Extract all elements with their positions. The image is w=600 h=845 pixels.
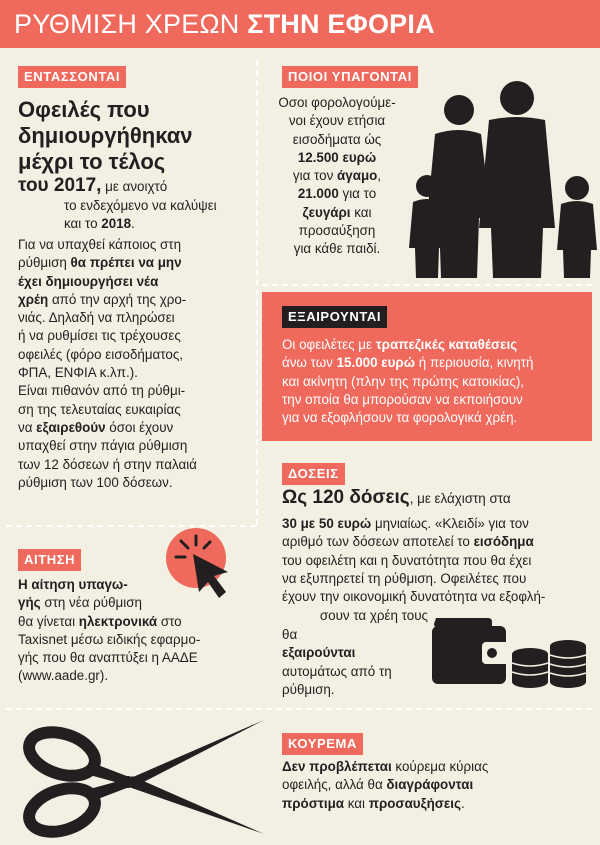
- divider-bottom: [6, 708, 592, 710]
- exairountai-text-5: για να εξοφλήσουν τα φορολογικά χρέη.: [282, 410, 518, 426]
- entassontai-headline-4: του 2017,: [18, 175, 102, 196]
- entassontai-text-16: των 12 δόσεων ή στην παλαιά: [18, 456, 197, 472]
- section-label-koureuma: ΚΟΥΡΕΜΑ: [282, 733, 363, 755]
- poioi-text-7: ζευγάρι και: [302, 204, 372, 220]
- title-bold: ΣΤΗΝ ΕΦΟΡΙΑ: [247, 9, 435, 39]
- doseis-headline: Ως 120 δόσεις: [282, 487, 410, 508]
- entassontai-text-7: χρέη από την αρχή της χρο-: [18, 291, 187, 307]
- entassontai-text-17: ρύθμιση των 100 δόσεων.: [18, 474, 173, 490]
- entassontai-line-4: [18, 177, 167, 196]
- aitisi-text-5: γής που θα αναπτύξει η ΑΑΔΕ: [18, 650, 198, 666]
- entassontai-text-1: με ανοιχτό: [101, 179, 168, 194]
- doseis-text-4: του οφειλέτη και η δυνατότητα που θα έχει: [282, 552, 532, 568]
- doseis-text-1: , με ελάχιστη στα: [409, 491, 511, 506]
- aitisi-text-6: (www.aade.gr).: [18, 668, 109, 684]
- doseis-body-2: [282, 607, 428, 625]
- poioi-text-3: εισοδήματα ώς: [292, 131, 382, 147]
- section-label-poioi: ΠΟΙΟΙ ΥΠΑΓΟΝΤΑΙ: [282, 66, 418, 88]
- entassontai-text-2: το ενδεχόμενο να καλύψει: [64, 198, 217, 213]
- poioi-text-1: Οσοι φορολογούμε-: [278, 95, 396, 110]
- aitisi-text-4: Taxisnet μέσω ειδικής εφαρμο-: [18, 631, 201, 647]
- doseis-text-5: να εξυπηρετεί τη ρύθμιση. Οφειλέτες που: [282, 570, 527, 586]
- title-light: ΡΥΘΜΙΣΗ ΧΡΕΩΝ: [14, 9, 248, 39]
- wallet-icon: [430, 614, 510, 686]
- doseis-text-2: 30 με 50 ευρώ μηνιαίως. «Κλειδί» για τον: [282, 516, 529, 531]
- entassontai-headline-2: δημιουργήθηκαν: [18, 123, 193, 148]
- entassontai-text-15: υπαχθεί στην πάγια ρύθμιση: [18, 438, 188, 454]
- poioi-text-4: 12.500 ευρώ: [297, 149, 377, 165]
- doseis-text-8: θα: [282, 627, 298, 642]
- exairountai-text-2: άνω των 15.000 ευρώ ή περιουσία, κινητή: [282, 355, 534, 371]
- entassontai-text-11: ΦΠΑ, ΕΝΦΙΑ κ.λπ.).: [18, 365, 138, 381]
- exairountai-body: [282, 336, 533, 427]
- divider-right-top: [262, 284, 592, 286]
- entassontai-text-5: ρύθμιση θα πρέπει να μην: [18, 255, 182, 271]
- doseis-text-6: έχουν την οικονομική δυνατότητα να εξοφλή-: [282, 589, 546, 605]
- coins-icon: [510, 634, 594, 688]
- entassontai-body-2: [18, 236, 197, 492]
- entassontai-text-8: νιάς. Δηλαδή να πληρώσει: [18, 310, 175, 326]
- poioi-text-6: 21.000 για το: [297, 186, 377, 202]
- doseis-body-3: [282, 626, 392, 699]
- entassontai-text-13: ση της τελευταίας ευκαιρίας: [18, 401, 181, 417]
- doseis-line-1: [282, 489, 511, 508]
- koureuma-text-3: πρόστιμα και προσαυξήσεις.: [282, 795, 465, 811]
- scissors-icon: [14, 716, 264, 840]
- koureuma-body: [282, 758, 488, 813]
- exairountai-text-1: Οι οφειλέτες με τραπεζικές καταθέσεις: [282, 337, 518, 352]
- section-label-exairountai: ΕΞΑΙΡΟΥΝΤΑΙ: [282, 306, 387, 328]
- koureuma-text-2: οφειλής, αλλά θα διαγράφονται: [282, 777, 474, 793]
- section-label-aitisi: ΑΙΤΗΣΗ: [18, 549, 81, 571]
- entassontai-text-4: Για να υπαχθεί κάποιος στη: [18, 237, 182, 252]
- entassontai-body: [64, 197, 217, 234]
- poioi-text-5: για τον άγαμο,: [292, 168, 382, 184]
- koureuma-text-1: Δεν προβλέπεται κούρεμα κύριας: [282, 759, 489, 774]
- doseis-text-9: εξαιρούνται: [282, 645, 356, 661]
- poioi-text-2: νοι έχουν ετήσια: [288, 113, 386, 129]
- divider-left: [6, 525, 256, 527]
- poioi-body: [262, 94, 412, 259]
- aitisi-text-2: γής στη νέα ρύθμιση: [18, 595, 142, 611]
- exairountai-text-4: την οποία θα μπορούσαν να εκποιήσουν: [282, 391, 523, 407]
- doseis-body: [282, 515, 545, 606]
- entassontai-text-3: και το 2018.: [64, 216, 135, 232]
- entassontai-text-14: να εξαιρεθούν όσοι έχουν: [18, 419, 174, 435]
- section-label-entassontai: ΕΝΤΑΣΣΟΝΤΑΙ: [18, 66, 126, 88]
- entassontai-text-6: έχει δημιουργήσει νέα: [18, 273, 159, 289]
- aitisi-text-1: Η αίτηση υπαγω-: [18, 577, 128, 592]
- poioi-text-9: για κάθε παιδί.: [293, 241, 381, 257]
- cursor-click-icon: [166, 528, 244, 606]
- exairountai-text-3: και ακίνητη (πλην της πρώτης κατοικίας),: [282, 373, 525, 389]
- entassontai-headline-3: μέχρι το τέλος: [18, 149, 166, 174]
- poioi-text-8: προσαύξηση: [298, 223, 376, 239]
- doseis-text-10: αυτομάτως από τη: [282, 663, 392, 679]
- entassontai-text-9: ή να ρυθμίσει τις τρέχουσες: [18, 328, 181, 344]
- aitisi-text-3: θα γίνεται ηλεκτρονικά στο: [18, 613, 182, 629]
- entassontai-text-12: Είναι πιθανόν από τη ρύθμι-: [18, 383, 186, 399]
- family-icon: [405, 78, 595, 278]
- divider-vertical: [256, 60, 258, 525]
- section-label-doseis: ΔΟΣΕΙΣ: [282, 463, 345, 485]
- doseis-text-11: ρύθμιση.: [282, 681, 335, 697]
- doseis-text-3: αριθμό των δόσεων αποτελεί το εισόδημα: [282, 534, 534, 550]
- entassontai-text-10: οφειλές (φόρο εισοδήματος,: [18, 346, 184, 362]
- entassontai-headline-1: Οφειλές που: [18, 97, 150, 122]
- doseis-text-7: σουν τα χρέη τους: [319, 608, 428, 623]
- exairountai-panel: [262, 292, 592, 441]
- page-title: [0, 0, 600, 48]
